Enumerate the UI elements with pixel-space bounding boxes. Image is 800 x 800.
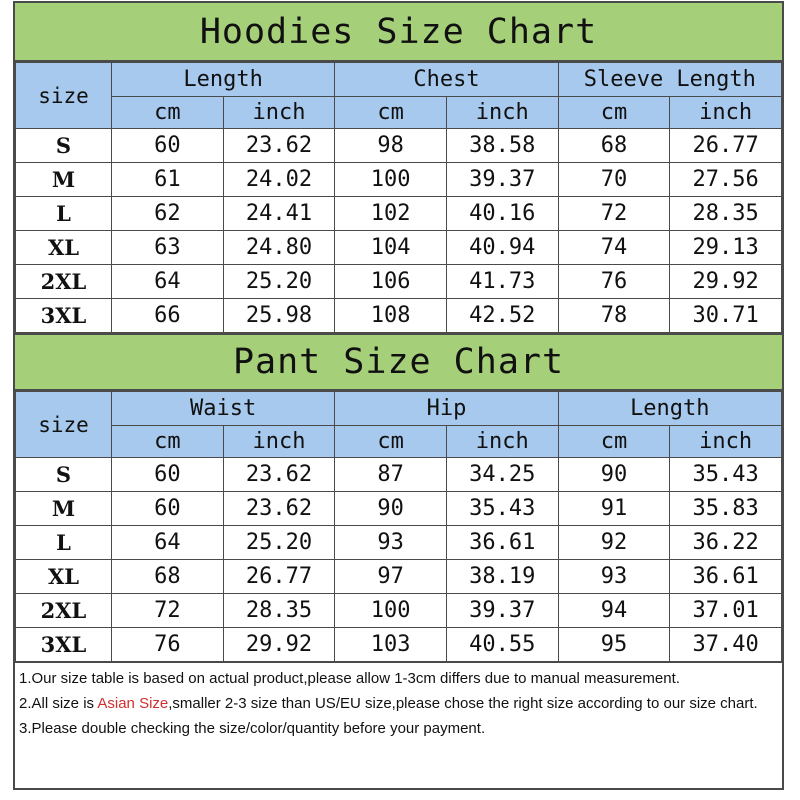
hoodies-group-header-row: [16, 63, 782, 97]
pant-measurement-cell: 97: [335, 560, 447, 594]
pant-measurement-cell: 35.43: [446, 492, 558, 526]
pant-size-label: XL: [16, 560, 112, 594]
hoodies-measurement-cell: 40.94: [446, 231, 558, 265]
pant-measurement-cell: 25.20: [223, 526, 335, 560]
hoodies-table-row: [16, 163, 782, 197]
pant-measurement-cell: 90: [558, 458, 670, 492]
pant-size-label: S: [16, 458, 112, 492]
pant-measurement-cell: 92: [558, 526, 670, 560]
pant-measurement-cell: 95: [558, 628, 670, 662]
pant-measurement-cell: 39.37: [446, 594, 558, 628]
note-2-prefix: 2.All size is: [19, 695, 98, 712]
hoodies-measurement-cell: 106: [335, 265, 447, 299]
pant-chart-title: Pant Size Chart: [15, 333, 782, 391]
note-1: 1.Our size table is based on actual product,please allow 1-3cm differs due to manual measurement.: [19, 670, 680, 687]
pant-table-body: [16, 458, 782, 662]
pant-unit-header: cm: [112, 426, 224, 458]
pant-measurement-cell: 94: [558, 594, 670, 628]
pant-table-row: [16, 458, 782, 492]
pant-measurement-cell: 38.19: [446, 560, 558, 594]
pant-measurement-cell: 87: [335, 458, 447, 492]
pant-measurement-cell: 28.35: [223, 594, 335, 628]
hoodies-table-row: [16, 197, 782, 231]
hoodies-unit-header: inch: [223, 97, 335, 129]
pant-measurement-cell: 26.77: [223, 560, 335, 594]
hoodies-measurement-cell: 60: [112, 129, 224, 163]
pant-group-header-row: [16, 392, 782, 426]
hoodies-measurement-cell: 29.13: [670, 231, 782, 265]
pant-table-row: [16, 594, 782, 628]
hoodies-measurement-cell: 25.98: [223, 299, 335, 333]
hoodies-unit-header: inch: [446, 97, 558, 129]
pant-table-row: [16, 560, 782, 594]
pant-measurement-cell: 23.62: [223, 492, 335, 526]
pant-size-label: 3XL: [16, 628, 112, 662]
pant-measurement-cell: 76: [112, 628, 224, 662]
hoodies-measurement-cell: 42.52: [446, 299, 558, 333]
hoodies-unit-header: cm: [112, 97, 224, 129]
hoodies-measurement-cell: 64: [112, 265, 224, 299]
hoodies-measurement-cell: 100: [335, 163, 447, 197]
pant-size-header: size: [16, 392, 112, 458]
pant-measurement-cell: 68: [112, 560, 224, 594]
hoodies-measurement-cell: 63: [112, 231, 224, 265]
hoodies-measurement-cell: 30.71: [670, 299, 782, 333]
hoodies-measurement-cell: 98: [335, 129, 447, 163]
hoodies-measurement-cell: 38.58: [446, 129, 558, 163]
pant-measurement-cell: 93: [558, 560, 670, 594]
hoodies-measurement-cell: 72: [558, 197, 670, 231]
hoodies-measurement-cell: 40.16: [446, 197, 558, 231]
hoodies-table-row: [16, 129, 782, 163]
pant-table-row: [16, 628, 782, 662]
hoodies-size-label: 3XL: [16, 299, 112, 333]
asian-size-highlight: Asian Size: [97, 695, 169, 712]
note-2: [19, 691, 778, 716]
pant-measurement-cell: 60: [112, 458, 224, 492]
pant-measurement-cell: 36.61: [670, 560, 782, 594]
hoodies-measurement-cell: 66: [112, 299, 224, 333]
hoodies-measurement-cell: 108: [335, 299, 447, 333]
size-chart-frame: [13, 1, 784, 790]
pant-group-hip: Hip: [335, 392, 558, 426]
pant-group-waist: Waist: [112, 392, 335, 426]
hoodies-size-label: 2XL: [16, 265, 112, 299]
hoodies-measurement-cell: 102: [335, 197, 447, 231]
hoodies-group-chest: Chest: [335, 63, 558, 97]
hoodies-measurement-cell: 28.35: [670, 197, 782, 231]
hoodies-chart-title: Hoodies Size Chart: [15, 3, 782, 62]
pant-measurement-cell: 36.61: [446, 526, 558, 560]
pant-group-length: Length: [558, 392, 781, 426]
pant-unit-header-row: [16, 426, 782, 458]
pant-unit-header: cm: [335, 426, 447, 458]
notes-section: [15, 662, 782, 741]
pant-measurement-cell: 93: [335, 526, 447, 560]
pant-measurement-cell: 60: [112, 492, 224, 526]
pant-unit-header: inch: [670, 426, 782, 458]
hoodies-measurement-cell: 104: [335, 231, 447, 265]
hoodies-measurement-cell: 39.37: [446, 163, 558, 197]
pant-table-row: [16, 492, 782, 526]
hoodies-unit-header: inch: [670, 97, 782, 129]
pant-measurement-cell: 34.25: [446, 458, 558, 492]
hoodies-measurement-cell: 61: [112, 163, 224, 197]
hoodies-table-body: [16, 129, 782, 333]
hoodies-table-row: [16, 299, 782, 333]
pant-measurement-cell: 29.92: [223, 628, 335, 662]
pant-unit-header: cm: [558, 426, 670, 458]
hoodies-size-label: S: [16, 129, 112, 163]
pant-measurement-cell: 35.43: [670, 458, 782, 492]
hoodies-group-length: Length: [112, 63, 335, 97]
pant-measurement-cell: 37.01: [670, 594, 782, 628]
hoodies-unit-header-row: [16, 97, 782, 129]
pant-size-table: [15, 391, 782, 662]
hoodies-measurement-cell: 25.20: [223, 265, 335, 299]
hoodies-measurement-cell: 29.92: [670, 265, 782, 299]
hoodies-table-row: [16, 265, 782, 299]
pant-table-row: [16, 526, 782, 560]
pant-measurement-cell: 35.83: [670, 492, 782, 526]
hoodies-measurement-cell: 26.77: [670, 129, 782, 163]
hoodies-measurement-cell: 62: [112, 197, 224, 231]
pant-size-label: L: [16, 526, 112, 560]
hoodies-unit-header: cm: [558, 97, 670, 129]
pant-measurement-cell: 40.55: [446, 628, 558, 662]
hoodies-measurement-cell: 24.41: [223, 197, 335, 231]
pant-measurement-cell: 36.22: [670, 526, 782, 560]
hoodies-measurement-cell: 27.56: [670, 163, 782, 197]
hoodies-measurement-cell: 41.73: [446, 265, 558, 299]
hoodies-group-sleeve-length: Sleeve Length: [558, 63, 781, 97]
pant-measurement-cell: 91: [558, 492, 670, 526]
pant-measurement-cell: 72: [112, 594, 224, 628]
pant-unit-header: inch: [223, 426, 335, 458]
hoodies-size-table: [15, 62, 782, 333]
pant-measurement-cell: 100: [335, 594, 447, 628]
hoodies-measurement-cell: 76: [558, 265, 670, 299]
hoodies-unit-header: cm: [335, 97, 447, 129]
note-3: 3.Please double checking the size/color/quantity before your payment.: [19, 720, 486, 737]
pant-measurement-cell: 90: [335, 492, 447, 526]
hoodies-size-header: size: [16, 63, 112, 129]
pant-unit-header: inch: [446, 426, 558, 458]
note-2-suffix: ,smaller 2-3 size than US/EU size,please chose the right size according to our size chart.: [168, 695, 758, 712]
hoodies-measurement-cell: 70: [558, 163, 670, 197]
hoodies-measurement-cell: 74: [558, 231, 670, 265]
pant-size-label: 2XL: [16, 594, 112, 628]
pant-size-label: M: [16, 492, 112, 526]
hoodies-size-label: L: [16, 197, 112, 231]
pant-measurement-cell: 37.40: [670, 628, 782, 662]
hoodies-measurement-cell: 78: [558, 299, 670, 333]
hoodies-measurement-cell: 24.80: [223, 231, 335, 265]
pant-measurement-cell: 64: [112, 526, 224, 560]
hoodies-measurement-cell: 23.62: [223, 129, 335, 163]
hoodies-measurement-cell: 24.02: [223, 163, 335, 197]
hoodies-table-row: [16, 231, 782, 265]
hoodies-size-label: M: [16, 163, 112, 197]
pant-measurement-cell: 103: [335, 628, 447, 662]
pant-measurement-cell: 23.62: [223, 458, 335, 492]
hoodies-size-label: XL: [16, 231, 112, 265]
hoodies-measurement-cell: 68: [558, 129, 670, 163]
